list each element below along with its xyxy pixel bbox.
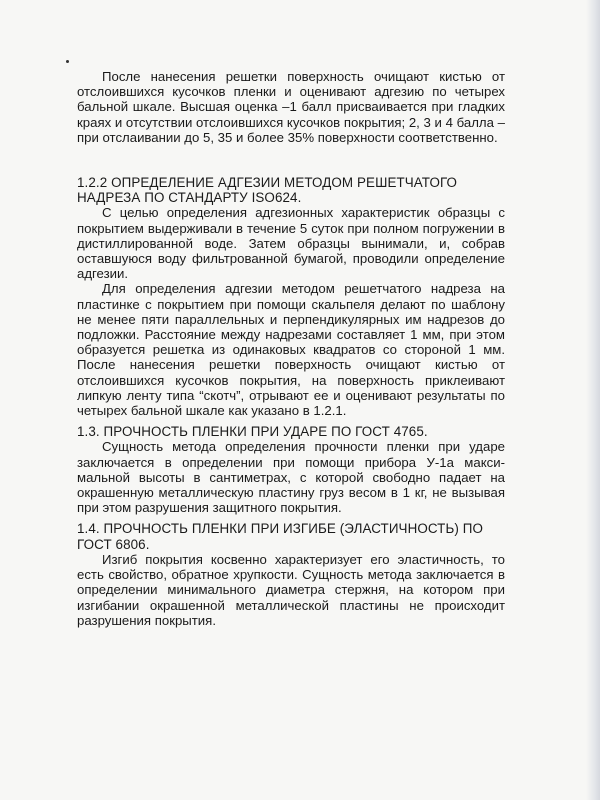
scan-speck bbox=[66, 60, 69, 63]
section-1-3-paragraph-1: Сущность метода определения прочности пленки при ударе заключается в определении при помощи прибора У-1а максимальной высоты в сантиметрах, с которой свободно падает на окрашенную металлическую пластину груз весом в 1 кг, не вызывая при этом разрушения защитного покрытия. bbox=[77, 439, 505, 516]
section-heading-1-3: 1.3. ПРОЧНОСТЬ ПЛЕНКИ ПРИ УДАРЕ ПО ГОСТ 4765. bbox=[77, 424, 428, 440]
section-heading-1-2-2: 1.2.2 ОПРЕДЕЛЕНИЕ АДГЕЗИИ МЕТОДОМ РЕШЕТЧАТОГО НАДРЕЗА ПО СТАНДАРТУ ISO624. bbox=[77, 175, 458, 206]
section-1-2-2-paragraph-2: Для определения адгезии методом решетчатого надреза на пластинке с покрытием при помощи скальпеля делают по шаблону не менее пяти параллельных и перпендикулярных им надрезов до подложки. Расстояние между надрезами составляет 1 мм, при этом образуется решетка из одинаковых квадратов со стороной 1 мм. После нанесения решетки поверхность очищают кистью от отслоившихся кусочков покрытия, на поверхность приклеивают липкую ленту типа “скотч”, отрывают ее и оценивают результаты по четырех бальной шкале как указано в 1.2.1. bbox=[77, 281, 505, 419]
section-heading-1-4: 1.4. ПРОЧНОСТЬ ПЛЕНКИ ПРИ ИЗГИБЕ (ЭЛАСТИЧНОСТЬ) ПО ГОСТ 6806. bbox=[77, 521, 483, 552]
section-1-4-paragraph-1: Изгиб покрытия косвенно характеризует его эластичность, то есть свойство, обратное хрупкости. Сущность метода заключается в определении минимального диаметра стержня, на котором при изгибании окрашенной металлической пластины не происходит разрушения покрытия. bbox=[77, 551, 505, 628]
section-1-2-2-paragraph-1: С целью определения адгезионных характеристик образцы с покрытием выдерживали в течение 5 суток при полном погружении в дистиллированной воде. Затем образцы вынимали, и, собрав оставшуюся воду фильтрованной бумагой, проводили определение адгезии. bbox=[77, 205, 505, 282]
document-body bbox=[77, 69, 505, 628]
intro-paragraph: После нанесения решетки поверхность очищают кистью от отслоившихся кусочков пленки и оценивают адгезию по четырех бальной шкале. Высшая оценка –1 балл присваивается при гладких краях и отсутствии отслоившихся кусочков покрытия; 2, 3 и 4 балла – при отслаивании до 5, 35 и более 35% поверхности соответственно. bbox=[77, 69, 505, 145]
scan-shadow-edge bbox=[586, 0, 600, 800]
